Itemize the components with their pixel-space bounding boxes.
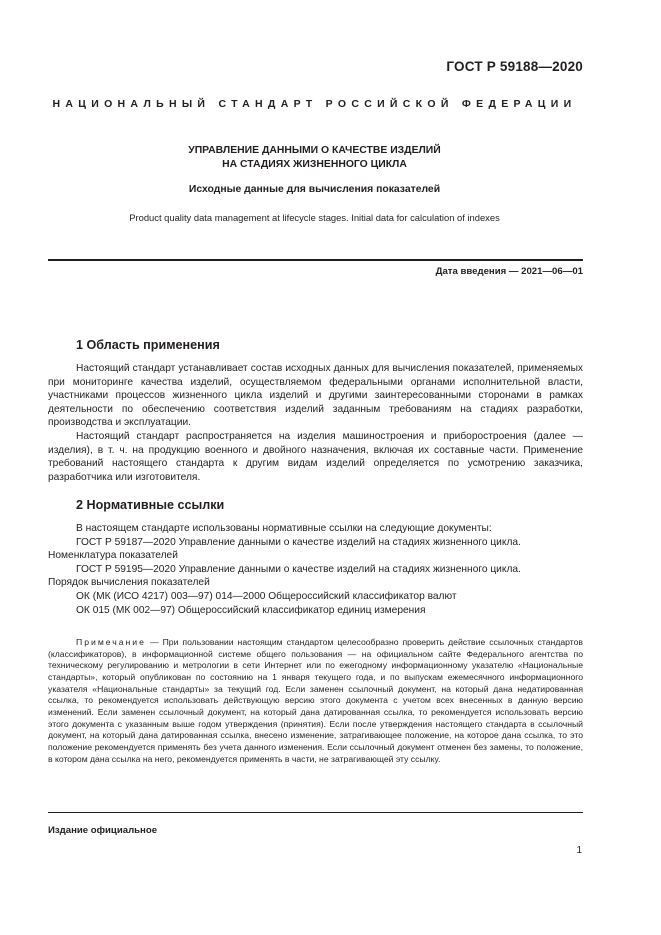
national-standard-heading: НАЦИОНАЛЬНЫЙ СТАНДАРТ РОССИЙСКОЙ ФЕДЕРАЦИИ (52, 98, 577, 110)
reference-item-continuation: Номенклатура показателей (48, 550, 178, 562)
title-divider (48, 259, 583, 261)
document-number: ГОСТ Р 59188—2020 (446, 59, 583, 74)
reference-item: ОК 015 (МК 002—97) Общероссийский классификатор единиц измерения (76, 604, 426, 616)
document-title-line-1: УПРАВЛЕНИЕ ДАННЫМИ О КАЧЕСТВЕ ИЗДЕЛИЙ (188, 145, 441, 156)
document-subtitle: Исходные данные для вычисления показателей (188, 184, 441, 195)
official-edition-label: Издание официальное (48, 825, 158, 836)
english-title: Product quality data management at lifecycle stages. Initial data for calculation of indexes (129, 212, 500, 223)
note-label: Примечание (76, 637, 146, 647)
document-title (70, 144, 559, 171)
reference-item: ОК (МК (ИСО 4217) 003—97) 014—2000 Общероссийский классификатор валют (76, 590, 457, 602)
section-2-heading: 2 Нормативные ссылки (76, 498, 225, 512)
note (48, 637, 583, 765)
section-2-body (48, 522, 583, 617)
reference-item-continuation: Порядок вычисления показателей (48, 577, 210, 589)
section-1-heading: 1 Область применения (76, 338, 220, 352)
note-text: — При пользовании настоящим стандартом целесообразно проверить действие ссылочных стандартов (классификаторов), в информационной системе общего пользования — на официальном сайте Федерального агентства по техническому регулированию и метрологии в сети Интернет или по ежегодному информационному указателю «Национальные стандарты», который опубликован по состоянию на 1 января текущего года, и по выпускам ежемесячного информационного указателя «Национальные стандарты» за текущий год. Если заменен ссылочный документ, на который дана недатированная ссылка, то рекомендуется использовать действующую версию этого документа с учетом всех внесенных в данную версию изменений. Если заменен ссылочный документ, на который дана датированная ссылка, то рекомендуется использовать версию этого документа с указанным выше годом утверждения (принятия). Если после утверждения настоящего стандарта в ссылочный документ, на который дана датированная ссылка, внесено изменение, затрагивающее положение, на которое дана ссылка, то это положение рекомендуется применять без учета данного изменения. Если ссылочный документ отменен без замены, то положение, в котором дана ссылка на него, рекомендуется применять в части, не затрагивающей эту ссылку. (48, 637, 583, 764)
section-1-paragraph: Настоящий стандарт устанавливает состав исходных данных для вычисления показателей, применяемых при мониторинге качества изделий, осуществляемом федеральными органами исполнительной власти, участниками процессов жизненного цикла изделий и другими заинтересованными сторонами в рамках деятельности по обеспечению соответствия изделий заданным требованиям на стадиях разработки, производства и эксплуатации. (48, 363, 583, 429)
introduction-date: Дата введения — 2021—06—01 (435, 266, 583, 277)
section-2-intro: В настоящем стандарте использованы нормативные ссылки на следующие документы: (76, 523, 492, 534)
document-title-line-2: НА СТАДИЯХ ЖИЗНЕННОГО ЦИКЛА (222, 158, 407, 170)
reference-item: ГОСТ Р 59195—2020 Управление данными о качестве изделий на стадиях жизненного цикла. (76, 563, 521, 575)
footer-divider (48, 812, 583, 813)
section-1-body (48, 362, 583, 484)
section-1-paragraph: Настоящий стандарт распространяется на изделия машиностроения и приборостроения (далее — изделия), в т. ч. на продукцию военного и двойного назначения, включая их составные части. Применение требований настоящего стандарта к другим видам изделий определяется по усмотрению заказчика, разработчика или изготовителя. (48, 430, 583, 483)
page-number: 1 (576, 845, 582, 856)
reference-item: ГОСТ Р 59187—2020 Управление данными о качестве изделий на стадиях жизненного цикла. (76, 536, 521, 548)
